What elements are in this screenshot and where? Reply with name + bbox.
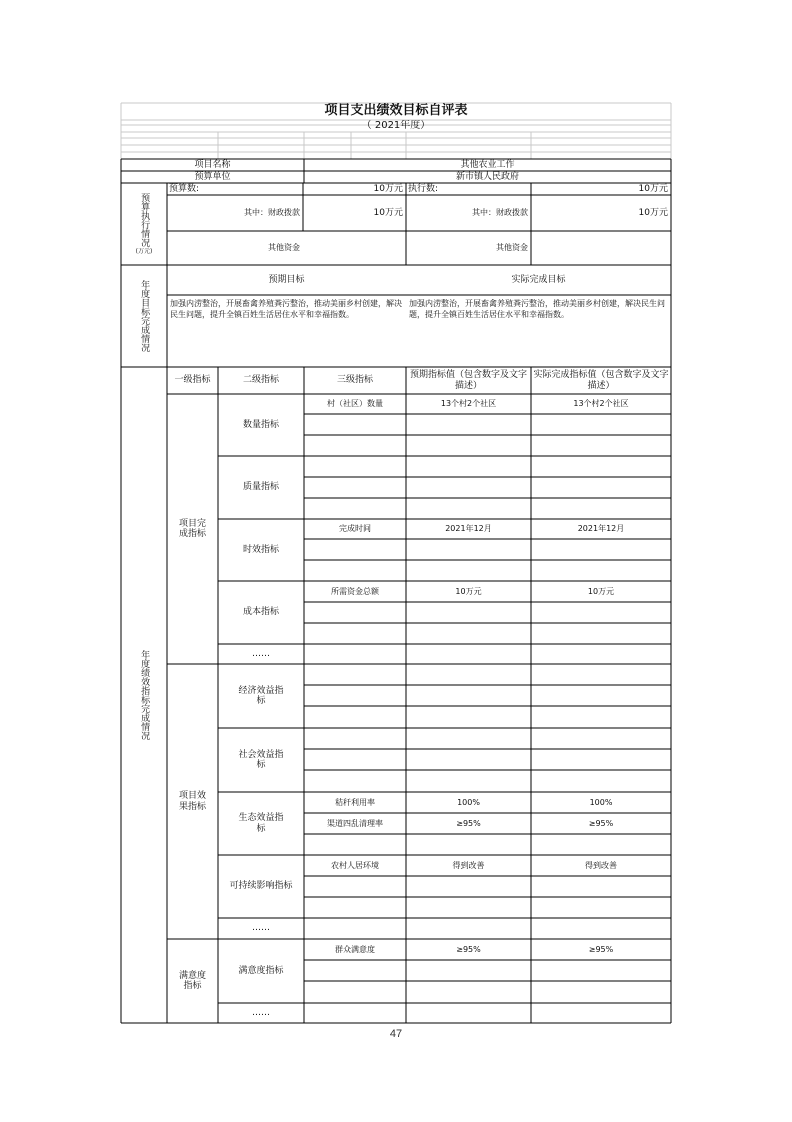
- budget-section-text: 预算执行情况: [139, 192, 150, 247]
- level2-satisfaction: 满意度指标: [238, 965, 284, 976]
- level2-sustainable: 可持续影响指标: [229, 881, 293, 892]
- project-name-label: 项目名称: [194, 159, 231, 170]
- row-channel-cleanup-actual: ≥95%: [588, 818, 614, 828]
- row-channel-cleanup-expected: ≥95%: [456, 818, 481, 828]
- row-funds-total-name: 所需资金总额: [331, 586, 379, 596]
- row-completion-time-expected: 2021年12月: [445, 524, 492, 534]
- level2-quality: 质量指标: [242, 482, 279, 493]
- level2-economic: 经济效益指标: [238, 685, 284, 706]
- level1-effect: 项目效果指标: [178, 791, 206, 812]
- level2-social: 社会效益指标: [238, 749, 284, 770]
- row-straw-use-expected: 100%: [457, 797, 480, 807]
- row-funds-total-expected: 10万元: [455, 586, 482, 596]
- exec-amount-value: 10万元: [638, 183, 668, 194]
- budget-section-label: [121, 183, 167, 265]
- budget-unit-note: (万元): [135, 247, 153, 255]
- header-level1: 一级指标: [174, 375, 211, 386]
- row-funds-total-actual: 10万元: [587, 586, 615, 596]
- row-completion-time-name: 完成时间: [339, 524, 371, 534]
- row-village-count-actual: 13个村2个社区: [573, 399, 629, 409]
- level2-ecological: 生态效益指标: [238, 813, 284, 834]
- header-level3: 三级指标: [336, 375, 373, 386]
- row-living-environment-name: 农村人居环境: [331, 860, 379, 870]
- actual-goal-header: 实际完成目标: [511, 274, 566, 285]
- level2-ellipsis-2: ……: [252, 923, 270, 934]
- indicator-section-text: 年度绩效指标完成情况: [139, 650, 150, 740]
- row-channel-cleanup-name: 渠道四乱清理率: [327, 818, 383, 828]
- level2-ellipsis-3: ……: [252, 1007, 270, 1018]
- expected-goal-text: 加强内涝整治，开展畜禽养殖粪污整治，推动美丽乡村创建，解决民生问题，提升全镇百姓生活居住水平和幸福指数。: [170, 299, 402, 319]
- level2-timeliness: 时效指标: [242, 544, 279, 555]
- level2-cost: 成本指标: [242, 607, 279, 618]
- row-public-satisfaction-expected: ≥95%: [456, 944, 481, 954]
- exec-amount-label: 执行数:: [408, 183, 439, 194]
- fiscal-label-right: 其中：财政拨款: [472, 208, 528, 218]
- level2-quantity: 数量指标: [242, 419, 279, 430]
- header-level2: 二级指标: [242, 375, 279, 386]
- annual-goal-label: [121, 265, 167, 367]
- row-village-count-expected: 13个村2个社区: [440, 399, 497, 409]
- row-straw-use-name: 秸秆利用率: [335, 797, 375, 807]
- indicator-section-label: [121, 367, 167, 1023]
- budget-unit-value: 新市镇人民政府: [455, 171, 519, 182]
- row-living-environment-expected: 得到改善: [452, 860, 485, 870]
- level1-satisfaction: 满意度指标: [178, 970, 206, 991]
- page-title: 项目支出绩效目标自评表: [324, 103, 468, 119]
- level1-completion: 项目完成指标: [178, 518, 206, 539]
- row-village-count-name: 村（社区）数量: [327, 399, 383, 409]
- budget-unit-label: 预算单位: [194, 171, 231, 182]
- annual-goal-text: 年度目标完成情况: [139, 280, 150, 352]
- header-actual: 实际完成指标值（包含数字及文字描述）: [533, 370, 669, 391]
- fiscal-exec-value: 10万元: [638, 207, 668, 218]
- budget-amount-value: 10万元: [373, 183, 403, 194]
- actual-goal-text: 加强内涝整治，开展畜禽养殖粪污整治，推动美丽乡村创建，解决民生问题，提升全镇百姓生活居住水平和幸福指数。: [409, 299, 665, 319]
- year-subtitle: （ 2021年度）: [361, 120, 431, 132]
- fiscal-budget-value: 10万元: [373, 207, 403, 218]
- budget-amount-label: 预算数:: [169, 183, 200, 194]
- level2-ellipsis-1: ……: [252, 648, 270, 659]
- row-living-environment-actual: 得到改善: [585, 860, 617, 870]
- project-name-value: 其他农业工作: [460, 159, 515, 170]
- header-expected: 预期指标值（包含数字及文字描述）: [409, 370, 527, 391]
- fiscal-label-left: 其中：财政拨款: [244, 208, 300, 218]
- page-number: 47: [389, 1028, 403, 1040]
- other-funds-label-left: 其他资金: [268, 243, 300, 253]
- row-completion-time-actual: 2021年12月: [577, 524, 625, 534]
- expected-goal-header: 预期目标: [268, 274, 305, 285]
- row-public-satisfaction-name: 群众满意度: [335, 944, 375, 954]
- row-public-satisfaction-actual: ≥95%: [588, 944, 614, 954]
- other-funds-label-right: 其他资金: [496, 243, 528, 253]
- row-straw-use-actual: 100%: [589, 797, 613, 807]
